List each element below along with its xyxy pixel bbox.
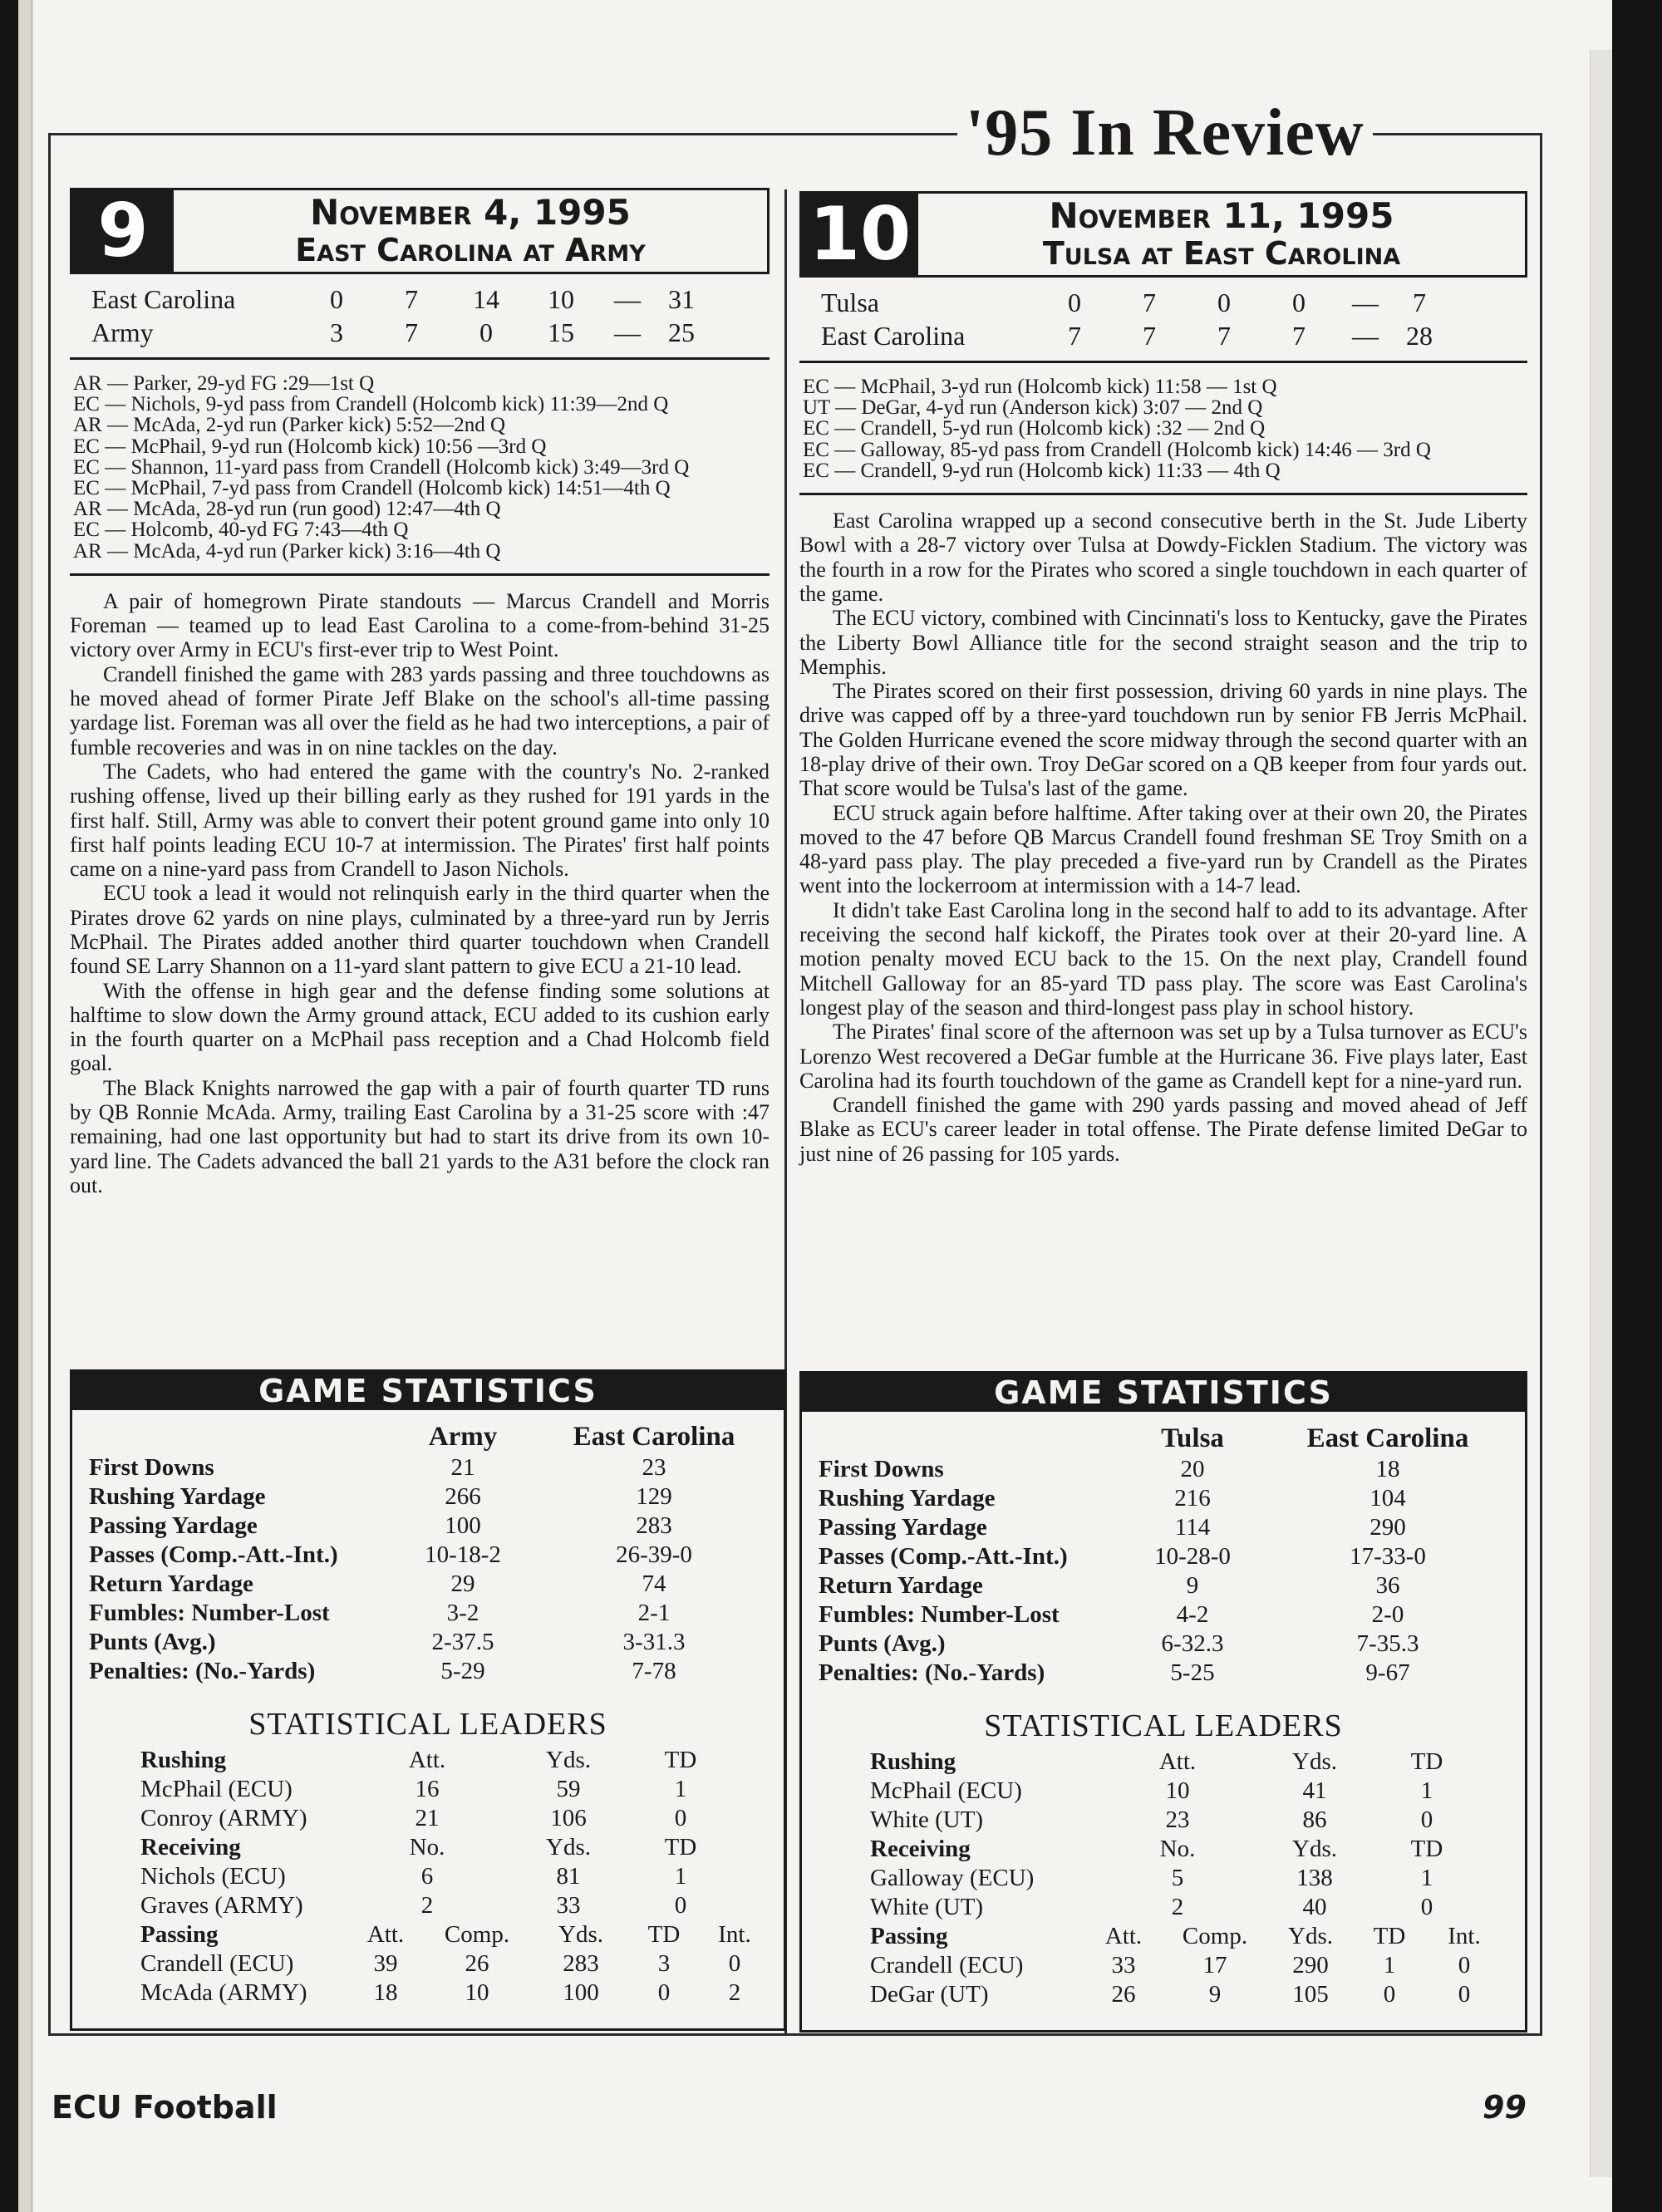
page-header: '95 In Review [957, 100, 1373, 166]
leaders-head-passing [802, 1922, 1525, 1951]
leaders-row [802, 1777, 1525, 1806]
stats-row [72, 1599, 784, 1628]
leader-stat: 59 [556, 1776, 581, 1802]
game-10-stats-box [799, 1371, 1527, 2033]
linescore-total: 7 [1413, 287, 1426, 317]
game-date: November 4, 1995 [310, 192, 631, 233]
story-paragraph: A pair of homegrown Pirate standouts — Marcus Crandell and Morris Foreman — teamed up to lead East Carolina to a come-from-behind 31-25 victory over Army in ECU's first-ever trip to West Point. [70, 588, 770, 662]
leader-stat: 9 [1208, 1981, 1222, 2008]
scoring-play: AR — McAda, 2-yd run (Parker kick) 5:52—2nd Q [73, 414, 506, 437]
stat-label: Penalties: (No.-Yards) [89, 1658, 316, 1684]
linescore-total: 31 [668, 283, 695, 314]
stat-value-a: 114 [1174, 1514, 1211, 1541]
leader-stat: 290 [1292, 1952, 1329, 1979]
game-9-column [70, 188, 770, 1197]
rule [70, 573, 770, 576]
story-paragraph: ECU took a lead it would not relinquish early in the third quarter when the Pirates drove 62 yards on nine plays, culminated by a three-yard run by Jerris McPhail. The Pirates added another third quarter touchdown when Crandell found SE Larry Shannon on a 11-yard slant pattern to give ECU a 21-10 lead. [70, 881, 770, 979]
linescore-q2: 7 [405, 283, 418, 314]
leaders-col: Yds. [546, 1747, 591, 1773]
leader-stat: 0 [728, 1950, 741, 1977]
stat-value-b: 9-67 [1365, 1659, 1410, 1686]
stats-row [802, 1542, 1525, 1571]
rule [799, 493, 1527, 495]
leader-stat: 1 [674, 1776, 687, 1802]
game-title [918, 194, 1525, 275]
leader-stat: 10 [465, 1979, 489, 2006]
game-story [70, 584, 770, 1197]
stat-value-b: 18 [1375, 1456, 1400, 1482]
stat-label: Fumbles: Number-Lost [819, 1601, 1060, 1628]
scoring-play: EC — Crandell, 5-yd run (Holcomb kick) :32 — 2nd Q [803, 417, 1266, 440]
stats-title: GAME STATISTICS [802, 1374, 1525, 1412]
linescore-team: Tulsa [821, 287, 879, 317]
leaders-row [802, 1806, 1525, 1835]
leader-name: Galloway (ECU) [870, 1865, 1035, 1891]
story-paragraph: ECU struck again before halftime. After taking over at their own 20, the Pirates moved to the 47 before QB Marcus Crandell found freshman SE Troy Smith on a 48-yard pass play. The play preceded a five-yard run by Crandell as the Pirates went into the lockerroom at intermission with a 14-7 lead. [799, 800, 1527, 898]
scoring-play: AR — McAda, 4-yd run (Parker kick) 3:16—4th Q [73, 539, 501, 563]
linescore-dash: — [614, 283, 641, 314]
game-story [799, 504, 1527, 1166]
linescore-team: Army [91, 317, 154, 347]
leader-name: Graves (ARMY) [140, 1892, 303, 1919]
stat-value-a: 10-28-0 [1154, 1543, 1231, 1570]
stat-value-b: 104 [1369, 1485, 1406, 1512]
stat-label: Penalties: (No.-Yards) [819, 1659, 1045, 1686]
leaders-col: TD [1410, 1836, 1443, 1862]
leaders-category: Rushing [870, 1748, 956, 1775]
stat-label: Passing Yardage [819, 1514, 987, 1541]
scoring-play: AR — McAda, 28-yd run (run good) 12:47—4th Q [73, 498, 501, 521]
leader-stat: 138 [1296, 1865, 1333, 1891]
leader-name: White (UT) [870, 1894, 984, 1920]
scoring-play: AR — Parker, 29-yd FG :29—1st Q [73, 372, 375, 395]
linescore-q3: 0 [479, 317, 493, 347]
leader-stat: 0 [1458, 1981, 1471, 2008]
linescore-total: 25 [668, 317, 695, 347]
page-edge [1590, 50, 1612, 2177]
leader-stat: 17 [1202, 1952, 1227, 1979]
game-title [174, 190, 767, 272]
leaders-col: TD [664, 1834, 697, 1861]
leader-stat: 106 [550, 1805, 587, 1831]
stat-value-b: 26-39-0 [616, 1541, 692, 1568]
stat-label: Punts (Avg.) [819, 1630, 946, 1657]
stat-value-a: 4-2 [1176, 1601, 1209, 1628]
linescore-q1: 7 [1068, 320, 1081, 351]
stats-team-b: East Carolina [1306, 1423, 1469, 1453]
leaders-row [72, 1949, 784, 1979]
story-paragraph: With the offense in high gear and the defense finding some solutions at halftime to slow down the Army ground attack, ECU added to its cushion early in the fourth quarter on a McPhail pass reception and a Chad Holcomb field goal. [70, 978, 770, 1076]
game-statistics-table [72, 1420, 784, 1686]
game-header [799, 191, 1527, 278]
game-number: 10 [802, 194, 918, 275]
leaders-col: TD [1373, 1923, 1406, 1949]
leaders-head-passing [72, 1920, 784, 1949]
stat-value-a: 266 [445, 1483, 481, 1510]
leader-stat: 1 [1383, 1952, 1396, 1979]
leaders-row [72, 1979, 784, 2008]
leader-stat: 5 [1171, 1865, 1184, 1891]
rule [70, 357, 770, 360]
leader-stat: 0 [1383, 1981, 1396, 2008]
game-statistics-table [802, 1422, 1525, 1688]
leader-stat: 2 [420, 1892, 434, 1919]
stats-row [72, 1628, 784, 1657]
scoring-play: EC — McPhail, 9-yd run (Holcomb kick) 10:56 —3rd Q [73, 435, 547, 458]
leaders-category: Receiving [870, 1836, 971, 1862]
leaders-row [72, 1862, 784, 1891]
stat-value-a: 20 [1180, 1456, 1205, 1482]
leaders-category: Passing [140, 1921, 219, 1948]
linescore-row [70, 316, 770, 349]
leader-stat: 39 [373, 1950, 398, 1977]
leader-stat: 41 [1302, 1777, 1327, 1804]
scoring-play: EC — Holcomb, 40-yd FG 7:43—4th Q [73, 519, 409, 542]
stats-title: GAME STATISTICS [72, 1372, 784, 1410]
leaders-row [72, 1804, 784, 1833]
scoring-play: EC — Shannon, 11-yard pass from Crandell (Holcomb kick) 3:49—3rd Q [73, 455, 690, 479]
leaders-row [802, 1893, 1525, 1922]
linescore-q3: 7 [1217, 320, 1231, 351]
linescore-q4: 7 [1292, 320, 1306, 351]
linescore-total: 28 [1406, 320, 1433, 351]
leaders-col: Yds. [1292, 1748, 1337, 1775]
scoring-play: EC — Galloway, 85-yd pass from Crandell (Holcomb kick) 14:46 — 3rd Q [803, 438, 1431, 461]
page [18, 0, 1612, 2212]
rule [799, 361, 1527, 363]
leader-name: Crandell (ECU) [870, 1952, 1024, 1979]
linescore-q1: 0 [330, 283, 343, 314]
leader-stat: 0 [1458, 1952, 1471, 1979]
stats-header-row [802, 1422, 1525, 1455]
story-paragraph: The ECU victory, combined with Cincinnati's loss to Kentucky, gave the Pirates the Liberty Bowl Alliance title for the second straight season and the trip to Memphis. [799, 606, 1527, 679]
stats-row [72, 1482, 784, 1512]
story-paragraph: The Pirates' final score of the afternoon was set up by a Tulsa turnover as ECU's Lorenzo West recovered a DeGar fumble at the Hurricane 36. Five plays later, East Carolina had its fourth touchdown of the game as Crandell kept for a nine-yard run. [799, 1020, 1527, 1093]
leader-name: McPhail (ECU) [870, 1777, 1022, 1804]
leader-stat: 23 [1165, 1806, 1190, 1833]
linescore [70, 283, 770, 349]
story-paragraph: Crandell finished the game with 290 yards passing and moved ahead of Jeff Blake as ECU's career leader in total offense. The Pirate defense limited DeGar to just nine of 26 passing for 105 yards. [799, 1093, 1527, 1166]
leader-name: DeGar (UT) [870, 1981, 989, 2008]
linescore-q4: 15 [548, 317, 574, 347]
linescore-team: East Carolina [821, 320, 966, 351]
leaders-col: Yds. [1288, 1923, 1333, 1949]
leaders-col: Yds. [546, 1834, 591, 1861]
leaders-col: Comp. [1182, 1923, 1248, 1949]
leaders-head-receiving [802, 1835, 1525, 1864]
leaders-col: Comp. [444, 1921, 510, 1948]
leaders-row [802, 1951, 1525, 1980]
leaders-row [72, 1775, 784, 1804]
stat-value-a: 2-37.5 [431, 1629, 494, 1655]
linescore-q3: 14 [473, 283, 499, 314]
scoring-summary [799, 371, 1527, 484]
scoring-play: EC — McPhail, 7-yd pass from Crandell (Holcomb kick) 14:51—4th Q [73, 477, 671, 500]
stat-value-a: 100 [445, 1512, 481, 1539]
stat-value-a: 10-18-2 [425, 1541, 501, 1568]
stat-value-a: 216 [1174, 1485, 1211, 1512]
stat-value-b: 2-0 [1371, 1601, 1404, 1628]
scoring-play: UT — DeGar, 4-yd run (Anderson kick) 3:07 — 2nd Q [803, 396, 1263, 420]
linescore-dash: — [1352, 287, 1379, 317]
leader-stat: 2 [1171, 1894, 1184, 1920]
leader-name: McPhail (ECU) [140, 1776, 293, 1802]
stat-label: Fumbles: Number-Lost [89, 1600, 330, 1626]
game-date: November 11, 1995 [1049, 195, 1394, 236]
stat-label: First Downs [819, 1456, 944, 1482]
leader-stat: 81 [556, 1863, 581, 1890]
linescore-row [70, 283, 770, 316]
stat-label: Rushing Yardage [819, 1485, 996, 1512]
leader-stat: 26 [1111, 1981, 1136, 2008]
stat-label: Passes (Comp.-Att.-Int.) [89, 1541, 338, 1568]
linescore-q2: 7 [1143, 320, 1156, 351]
leaders-head-receiving [72, 1833, 784, 1862]
stat-value-b: 129 [636, 1483, 672, 1510]
leader-stat: 6 [420, 1863, 434, 1890]
stat-label: Return Yardage [89, 1571, 253, 1597]
binding-edge [18, 0, 32, 2212]
leader-stat: 18 [373, 1979, 398, 2006]
leader-stat: 0 [1420, 1806, 1433, 1833]
linescore-q1: 3 [330, 317, 343, 347]
leaders-row [802, 1980, 1525, 2009]
leader-stat: 10 [1165, 1777, 1190, 1804]
linescore-dash: — [614, 317, 641, 347]
linescore-q4: 0 [1292, 287, 1306, 317]
leaders-col: Att. [1158, 1748, 1197, 1775]
stat-value-b: 283 [636, 1512, 672, 1539]
leader-stat: 0 [674, 1892, 687, 1919]
leaders-category: Passing [870, 1923, 948, 1949]
leaders-col: Att. [366, 1921, 405, 1948]
leader-stat: 16 [415, 1776, 440, 1802]
stat-value-b: 36 [1375, 1572, 1400, 1599]
game-10-column [799, 191, 1527, 1166]
leaders-col: No. [1159, 1836, 1196, 1862]
linescore-q2: 7 [1143, 287, 1156, 317]
stat-label: Passing Yardage [89, 1512, 258, 1539]
stats-row [802, 1571, 1525, 1600]
linescore-row [799, 286, 1527, 319]
footer-publication: ECU Football [52, 2089, 278, 2126]
stat-value-a: 3-2 [446, 1600, 479, 1626]
stats-row [72, 1657, 784, 1686]
stat-value-b: 2-1 [637, 1600, 671, 1626]
scoring-summary [70, 368, 770, 565]
leader-stat: 283 [563, 1950, 599, 1977]
leaders-col: Yds. [558, 1921, 603, 1948]
leader-stat: 0 [657, 1979, 671, 2006]
story-paragraph: Crandell finished the game with 283 yards passing and three touchdowns as he moved ahead of former Pirate Jeff Blake on the school's all-time passing yardage list. Foreman was all over the field as he had two interceptions, a pair of fumble recoveries and was in on nine tackles on the day. [70, 661, 770, 759]
stats-row [802, 1513, 1525, 1542]
stat-value-a: 5-25 [1170, 1659, 1215, 1686]
leader-name: White (UT) [870, 1806, 984, 1833]
leaders-category: Receiving [140, 1834, 241, 1861]
stat-value-a: 29 [450, 1571, 475, 1597]
stats-row [802, 1659, 1525, 1688]
leaders-col: Int. [718, 1921, 751, 1948]
leader-name: McAda (ARMY) [140, 1979, 307, 2006]
leaders-title: STATISTICAL LEADERS [984, 1708, 1343, 1743]
stat-value-b: 290 [1369, 1514, 1406, 1541]
leaders-head-rushing [72, 1746, 784, 1775]
story-paragraph: The Cadets, who had entered the game with the country's No. 2-ranked rushing offense, lived up their billing early as they rushed for 191 yards in the first half. Still, Army was able to convert their potent ground game into only 10 first half points leading ECU 10-7 at intermission. The Pirates' first half points came on a nine-yard pass from Crandell to Jason Nichols. [70, 759, 770, 882]
linescore-row [799, 319, 1527, 352]
leader-stat: 86 [1302, 1806, 1327, 1833]
leader-stat: 105 [1292, 1981, 1329, 2008]
leader-stat: 0 [1420, 1894, 1433, 1920]
stat-label: First Downs [89, 1454, 214, 1481]
leaders-title: STATISTICAL LEADERS [248, 1707, 607, 1742]
stats-row [72, 1541, 784, 1570]
stat-value-a: 21 [450, 1454, 475, 1481]
stat-value-b: 7-35.3 [1356, 1630, 1419, 1657]
leaders-col: No. [409, 1834, 445, 1861]
leader-name: Crandell (ECU) [140, 1950, 294, 1977]
game-matchup: East Carolina at Army [295, 232, 646, 269]
leader-stat: 1 [1420, 1777, 1433, 1804]
leader-stat: 26 [465, 1950, 489, 1977]
stat-value-a: 6-32.3 [1161, 1630, 1224, 1657]
leader-stat: 2 [728, 1979, 741, 2006]
leaders-col: TD [664, 1747, 697, 1773]
linescore-q3: 0 [1217, 287, 1231, 317]
linescore-q4: 10 [548, 283, 574, 314]
linescore [799, 286, 1527, 352]
leader-stat: 40 [1302, 1894, 1327, 1920]
stat-label: Rushing Yardage [89, 1483, 266, 1510]
leader-stat: 1 [1420, 1865, 1433, 1891]
statistical-leaders-table [72, 1746, 784, 2008]
story-paragraph: The Pirates scored on their first possession, driving 60 yards in nine plays. The drive was capped off by a three-yard touchdown run by senior FB Jerris McPhail. The Golden Hurricane evened the score midway through the second quarter with an 18-play drive of their own. Troy DeGar scored on a QB keeper from four yards out. That score would be Tulsa's last of the game. [799, 679, 1527, 801]
statistical-leaders-table [802, 1747, 1525, 2009]
story-paragraph: The Black Knights narrowed the gap with a pair of fourth quarter TD runs by QB Ronnie McAda. Army, trailing East Carolina by a 31-25 score with :47 remaining, had one last opportunity but had to start its drive from its own 10-yard line. The Cadets advanced the ball 21 yards to the A31 before the clock ran out. [70, 1075, 770, 1197]
stat-value-b: 74 [642, 1571, 666, 1597]
scoring-play: EC — Crandell, 9-yd run (Holcomb kick) 11:33 — 4th Q [803, 459, 1281, 482]
stats-row [72, 1512, 784, 1541]
linescore-team: East Carolina [91, 283, 236, 314]
stats-row [802, 1484, 1525, 1513]
stat-value-b: 23 [642, 1454, 666, 1481]
linescore-dash: — [1352, 320, 1379, 351]
scoring-play: EC — Nichols, 9-yd pass from Crandell (Holcomb kick) 11:39—2nd Q [73, 393, 669, 416]
leaders-head-rushing [802, 1747, 1525, 1777]
stat-value-a: 9 [1186, 1572, 1199, 1599]
stats-row [802, 1455, 1525, 1484]
leaders-row [802, 1864, 1525, 1893]
leaders-col: Att. [1104, 1923, 1143, 1949]
linescore-q1: 0 [1068, 287, 1081, 317]
game-header [70, 188, 770, 274]
game-number: 9 [72, 190, 174, 272]
leader-stat: 33 [556, 1892, 581, 1919]
leader-stat: 21 [415, 1805, 440, 1831]
game-9-stats-box [70, 1369, 786, 2031]
stat-value-b: 17-33-0 [1350, 1543, 1426, 1570]
linescore-q2: 7 [405, 317, 418, 347]
leader-stat: 0 [674, 1805, 687, 1831]
leaders-row [72, 1891, 784, 1920]
stats-header-row [72, 1420, 784, 1453]
leader-stat: 33 [1111, 1952, 1136, 1979]
leaders-col: Yds. [1292, 1836, 1337, 1862]
stats-row [72, 1453, 784, 1482]
stats-team-a: Tulsa [1161, 1423, 1224, 1453]
story-paragraph: East Carolina wrapped up a second consecutive berth in the St. Jude Liberty Bowl with a 28-7 victory over Tulsa at Dowdy-Ficklen Stadium. The victory was the fourth in a row for the Pirates who scored a single touchdown in each quarter of the game. [799, 509, 1527, 606]
stats-team-a: Army [428, 1421, 498, 1452]
stat-value-b: 3-31.3 [622, 1629, 686, 1655]
leaders-col: Int. [1448, 1923, 1481, 1949]
stat-value-a: 5-29 [440, 1658, 485, 1684]
leader-stat: 1 [674, 1863, 687, 1890]
leaders-col: TD [1410, 1748, 1443, 1775]
stats-team-b: East Carolina [573, 1421, 735, 1452]
leader-stat: 3 [657, 1950, 671, 1977]
stats-row [72, 1570, 784, 1599]
leader-stat: 100 [563, 1979, 599, 2006]
story-paragraph: It didn't take East Carolina long in the second half to add to its advantage. After receiving the second half kickoff, the Pirates took over at their 20-yard line. A motion penalty moved ECU back to the 15. On the next play, Crandell found Mitchell Galloway for an 85-yard TD pass play. The score was East Carolina's longest play of the season and third-longest pass play in school history. [799, 897, 1527, 1020]
stat-label: Return Yardage [819, 1572, 983, 1599]
stat-label: Punts (Avg.) [89, 1629, 216, 1655]
stat-label: Passes (Comp.-Att.-Int.) [819, 1543, 1068, 1570]
leaders-category: Rushing [140, 1747, 227, 1773]
stat-value-b: 7-78 [632, 1658, 676, 1684]
leader-name: Nichols (ECU) [140, 1863, 286, 1890]
footer-page-number: 99 [1483, 2089, 1527, 2126]
leader-name: Conroy (ARMY) [140, 1805, 307, 1831]
stats-row [802, 1600, 1525, 1630]
leaders-col: Att. [408, 1747, 446, 1773]
stats-row [802, 1630, 1525, 1659]
game-matchup: Tulsa at East Carolina [1042, 235, 1401, 273]
scoring-play: EC — McPhail, 3-yd run (Holcomb kick) 11:58 — 1st Q [803, 376, 1277, 398]
leaders-col: TD [647, 1921, 681, 1948]
